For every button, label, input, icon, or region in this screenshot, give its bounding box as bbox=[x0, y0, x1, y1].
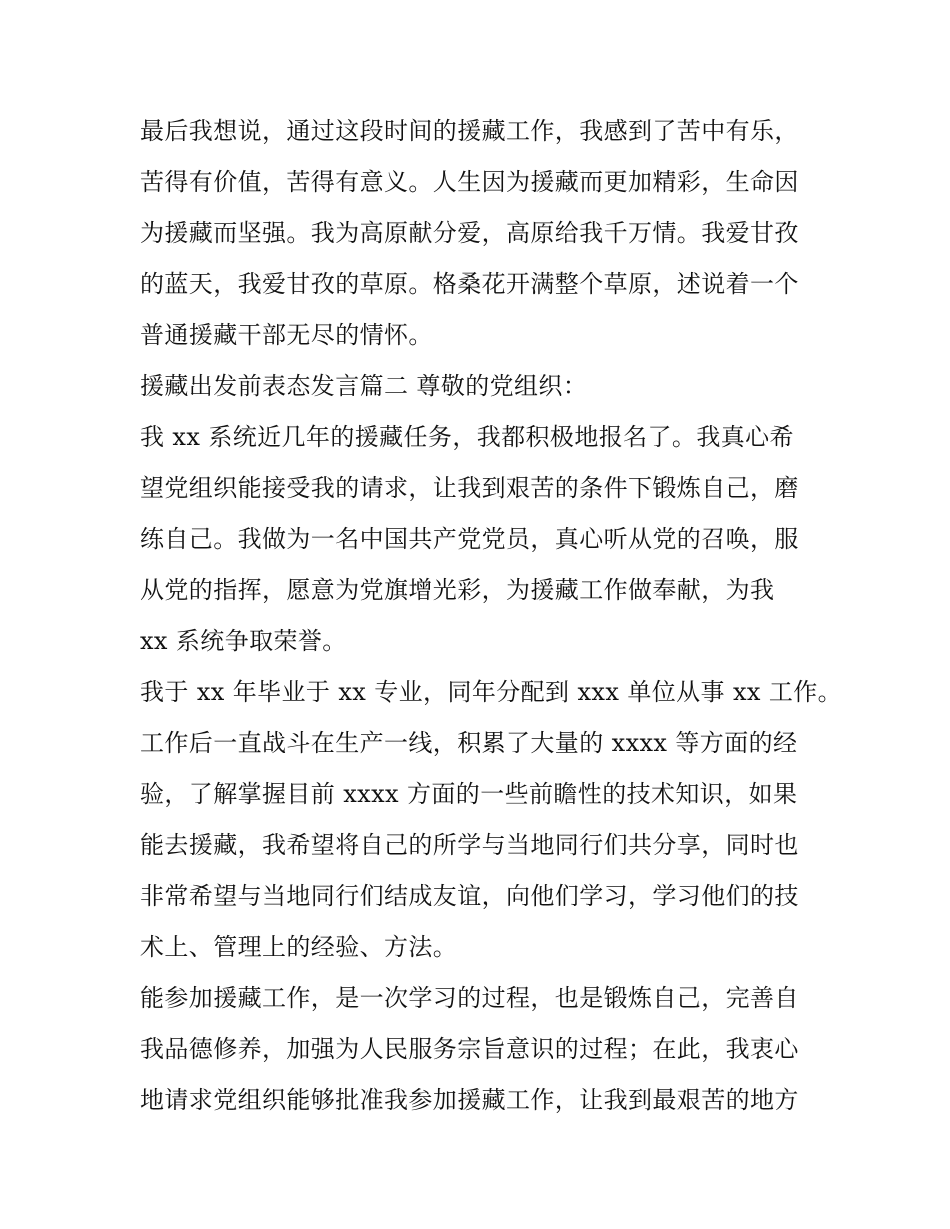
text-line: 最后我想说，通过这段时间的援藏工作，我感到了苦中有乐， bbox=[140, 117, 799, 145]
text-line: 为援藏而坚强。我为高原献分爱，高原给我千万情。我爱甘孜 bbox=[140, 219, 799, 247]
heading-line: 援藏出发前表态发言篇二 尊敬的党组织： bbox=[140, 372, 588, 400]
text-line: 苦得有价值，苦得有意义。人生因为援藏而更加精彩，生命因 bbox=[140, 168, 799, 196]
text-line: xx 系统争取荣誉。 bbox=[140, 627, 347, 655]
text-line: 非常希望与当地同行们结成友谊，向他们学习，学习他们的技 bbox=[140, 882, 799, 910]
section-heading bbox=[140, 361, 816, 412]
text-line: 我品德修养，加强为人民服务宗旨意识的过程；在此，我衷心 bbox=[140, 1035, 799, 1063]
text-line: 验，了解掌握目前 xxxx 方面的一些前瞻性的技术知识，如果 bbox=[140, 780, 798, 808]
text-line: 能去援藏，我希望将自己的所学与当地同行们共分享，同时也 bbox=[140, 831, 799, 859]
text-line: 地请求党组织能够批准我参加援藏工作，让我到最艰苦的地方 bbox=[140, 1086, 799, 1114]
document-body bbox=[140, 106, 843, 1126]
text-line: 能参加援藏工作，是一次学习的过程，也是锻炼自己，完善自 bbox=[140, 984, 799, 1012]
text-line: 术上、管理上的经验、方法。 bbox=[140, 933, 458, 961]
text-line: 望党组织能接受我的请求，让我到艰苦的条件下锻炼自己，磨 bbox=[140, 474, 799, 502]
text-line: 普通援藏干部无尽的情怀。 bbox=[140, 321, 433, 349]
paragraph-request bbox=[140, 973, 816, 1126]
paragraph-closing bbox=[140, 106, 816, 361]
text-line: 从党的指挥，愿意为党旗增光彩，为援藏工作做奉献，为我 bbox=[140, 576, 775, 604]
text-line: 工作后一直战斗在生产一线，积累了大量的 xxxx 等方面的经 bbox=[140, 729, 798, 757]
text-line: 的蓝天，我爱甘孜的草原。格桑花开满整个草原，述说着一个 bbox=[140, 270, 799, 298]
paragraph-background bbox=[140, 667, 843, 973]
text-line: 练自己。我做为一名中国共产党党员，真心听从党的召唤，服 bbox=[140, 525, 799, 553]
text-line: 我于 xx 年毕业于 xx 专业，同年分配到 xxx 单位从事 xx 工作。 bbox=[140, 678, 843, 706]
paragraph-application bbox=[140, 412, 816, 667]
text-line: 我 xx 系统近几年的援藏任务，我都积极地报名了。我真心希 bbox=[140, 423, 794, 451]
